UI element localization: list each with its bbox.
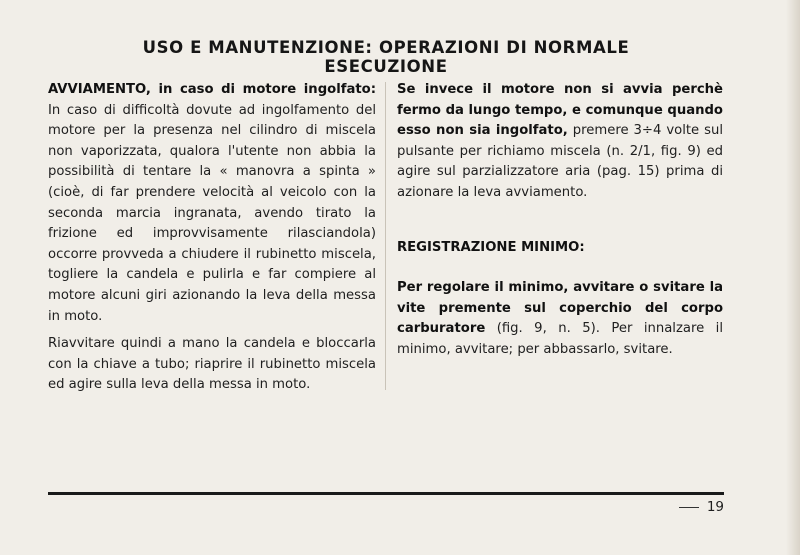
idle-adjustment-text: (fig. 9, n. 5). Per innalzare il minimo, avvitare; per abbassarlo, svitare. xyxy=(397,321,723,357)
column-separator xyxy=(385,82,386,390)
long-idle-bold: Se invece il motore non si avvia perchè fermo da lungo tempo, e comunque quando esso non sia ingolfato, xyxy=(397,82,723,139)
idle-adjustment-bold: Per regolare il minimo, avvitare o svitare la vite premente sul coperchio del corpo carburatore xyxy=(397,280,723,337)
page-edge xyxy=(786,0,800,555)
spark-plug-text: Riavvitare quindi a mano la candela e bloccarla con la chiave a tubo; riaprire il rubinetto miscela ed agire sulla leva della messa in moto. xyxy=(48,336,376,393)
bottom-rule xyxy=(48,492,724,495)
right-column xyxy=(397,80,723,368)
starting-flooded-paragraph xyxy=(48,80,376,327)
starting-flooded-title: AVVIAMENTO, in caso di motore ingolfato: xyxy=(48,82,376,97)
page-number: 19 xyxy=(706,499,724,515)
long-idle-paragraph xyxy=(397,80,723,204)
spark-plug-paragraph xyxy=(48,334,376,396)
idle-adjustment-title: REGISTRAZIONE MINIMO: xyxy=(397,239,585,255)
page-heading: USO E MANUTENZIONE: OPERAZIONI DI NORMALE ESECUZIONE xyxy=(142,38,630,76)
idle-adjustment-paragraph xyxy=(397,278,723,360)
long-idle-text: premere 3÷4 volte sul pulsante per richiamo miscela (n. 2/1, fig. 9) ed agire sul parzializzatore aria (pag. 15) prima di azionare la leva avviamento. xyxy=(397,123,723,200)
page-footer xyxy=(679,499,724,515)
page-number-dash xyxy=(679,507,699,508)
left-column xyxy=(48,80,376,403)
starting-flooded-text: In caso di difficoltà dovute ad ingolfamento del motore per la presenza nel cilindro di miscela non vaporizzata, qualora l'utente non abbia la possibilità di tentare la « manovra a spinta » (cioè, di far prendere velocità al veicolo con la seconda marcia ingranata, avendo tirato la frizione ed improvvisamente rilasciandola) occorre provveda a chiudere il rubinetto miscela, togliere la candela e pulirla e far compiere al motore alcuni giri azionando la leva della messa in moto. xyxy=(48,102,376,324)
